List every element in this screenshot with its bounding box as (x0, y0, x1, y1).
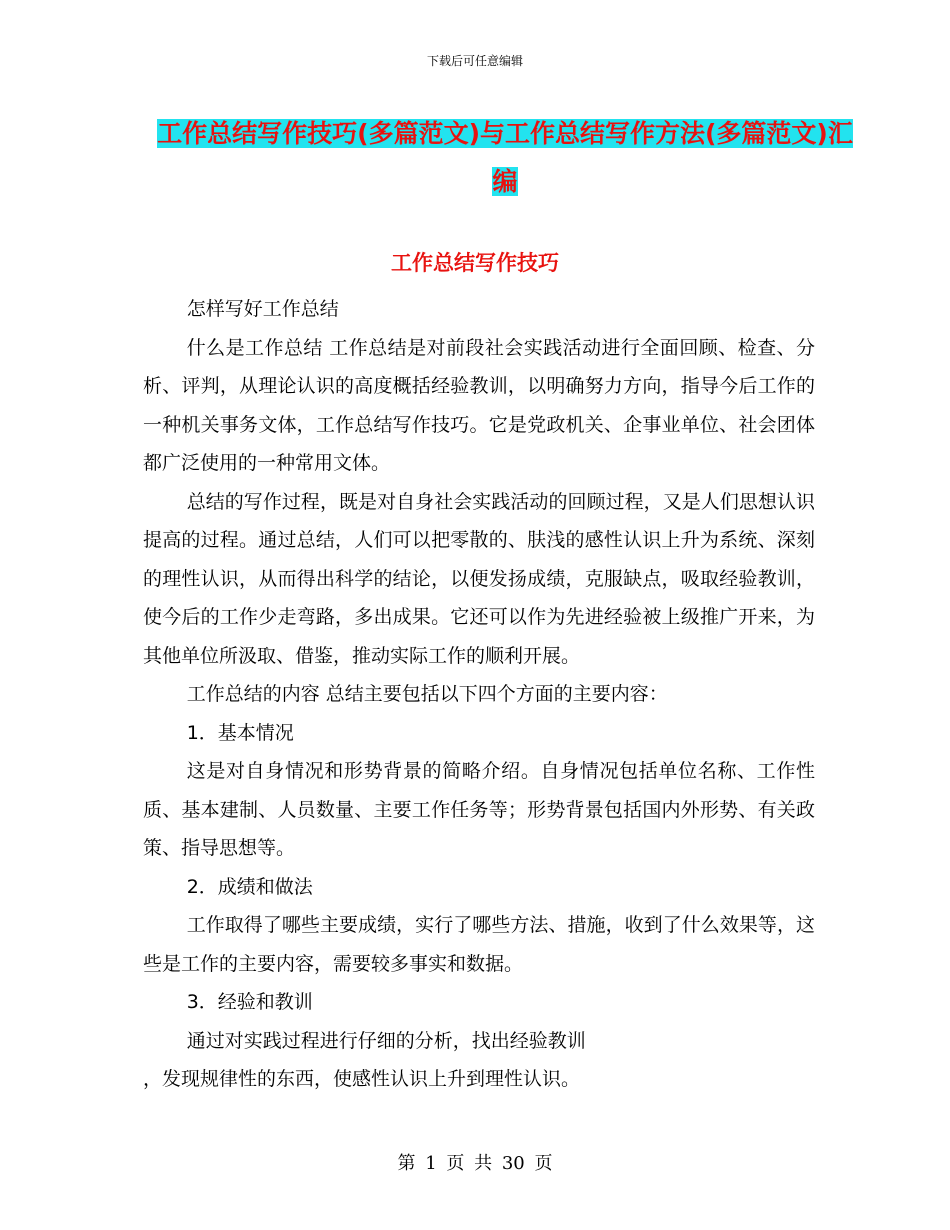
page-number: 第 1 页 共 30 页 (397, 1153, 553, 1174)
paragraph-subtitle: 怎样写好工作总结 (186, 298, 339, 320)
header-note: 下载后可任意编辑 (426, 54, 523, 68)
heading-lessons: 3．经验和教训 (186, 991, 313, 1013)
paragraph-process: 总结的写作过程，既是对自身社会实践活动的回顾过程，又是人们思想认识提高的过程。通过总结，人们可以把零散的、肤浅的感性认识上升为系统、深刻的理性认识，从而得出科学的结论，以便发扬成绩，克服缺点，吸取经验教训，使今后的工作少走弯路，多出成果。它还可以作为先进经验被上级推广开来，为其他单位所汲取、借鉴，推动实际工作的顺利开展。 (143, 490, 815, 667)
document-title (150, 110, 860, 206)
heading-basic-situation: 1．基本情况 (186, 721, 294, 744)
heading-achievements: 2．成绩和做法 (186, 875, 313, 898)
section-title: 工作总结写作技巧 (391, 251, 559, 275)
paragraph-definition: 什么是工作总结 工作总结是对前段社会实践活动进行全面回顾、检查、分析、评判，从理论认识的高度概括经验教训，以明确努力方向，指导今后工作的一种机关事务文体，工作总结写作技巧。它是党政机关、企事业单位、社会团体都广泛使用的一种常用文体。 (143, 336, 815, 474)
paragraph-content-intro: 工作总结的内容 总结主要包括以下四个方面的主要内容： (186, 683, 668, 705)
document-title-text: 工作总结写作技巧(多篇范文)与工作总结写作方法(多篇范文)汇编 (157, 119, 853, 196)
paragraph-basic-situation: 这是对自身情况和形势背景的简略介绍。自身情况包括单位名称、工作性质、基本建制、人员数量、主要工作任务等；形势背景包括国内外形势、有关政策、指导思想等。 (143, 760, 815, 859)
document-body (143, 290, 815, 1099)
paragraph-lessons-continued: ，发现规律性的东西，使感性认识上升到理性认识。 (143, 1068, 581, 1090)
paragraph-lessons: 通过对实践过程进行仔细的分析，找出经验教训 (186, 1029, 586, 1052)
paragraph-achievements: 工作取得了哪些主要成绩，实行了哪些方法、措施，收到了什么效果等，这些是工作的主要内容，需要较多事实和数据。 (143, 914, 815, 975)
